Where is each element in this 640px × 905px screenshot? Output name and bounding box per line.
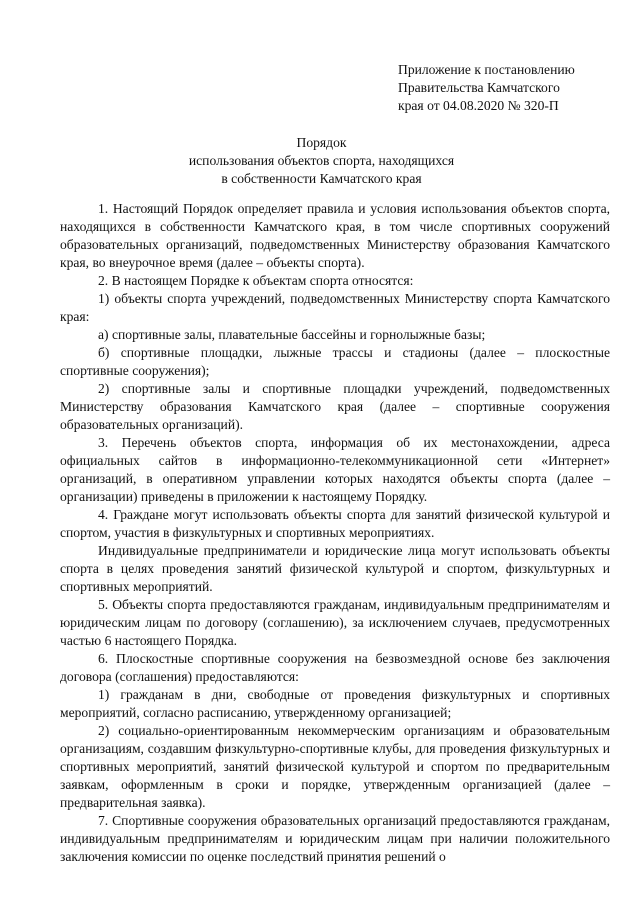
paragraph-1: 1. Настоящий Порядок определяет правила и условия использования объектов спорта, находящихся в собственности Камчатского края, в том числе спортивных сооружений образовательных организаций, подведомственных Министерству образования Камчатского края, во внеурочное время (далее – объекты спорта).	[60, 201, 610, 270]
paragraph-13: 2) социально-ориентированным некоммерческим организациям и образовательным организациям, создавшим физкультурно-спортивные клубы, для проведения физкультурных и спортивных мероприятий, занятий физической культурой и спортом по предварительным заявкам, оформленным в сроки и порядке, утвержденным организацией (далее – предварительная заявка).	[60, 723, 610, 810]
appendix-note	[398, 61, 618, 115]
appendix-line-2: Правительства Камчатского	[398, 80, 560, 95]
title-line-1: Порядок	[296, 135, 347, 150]
paragraph-5: б) спортивные площадки, лыжные трассы и стадионы (далее – плоскостные спортивные сооружения);	[60, 345, 610, 378]
paragraph-14: 7. Спортивные сооружения образовательных организаций предоставляются гражданам, индивидуальным предпринимателям и юридическим лицам при наличии положительного заключения комиссии по оценке последствий принятия решений о	[60, 813, 610, 864]
paragraph-10: 5. Объекты спорта предоставляются гражданам, индивидуальным предпринимателям и юридическим лицам по договору (соглашению), за исключением случаев, предусмотренных частью 6 настоящего Порядка.	[60, 597, 610, 648]
paragraph-12: 1) гражданам в дни, свободные от проведения физкультурных и спортивных мероприятий, согласно расписанию, утвержденному организацией;	[60, 687, 610, 720]
appendix-line-1: Приложение к постановлению	[398, 62, 575, 77]
document-body	[60, 200, 610, 866]
paragraph-7: 3. Перечень объектов спорта, информация об их местонахождении, адреса официальных сайтов в информационно-телекоммуникационной сети «Интернет» организаций, в оперативном управлении которых находятся объекты спорта (далее – организации) приведены в приложении к настоящему Порядку.	[60, 435, 610, 504]
appendix-line-3: края от 04.08.2020 № 320-П	[398, 98, 559, 113]
paragraph-2: 2. В настоящем Порядке к объектам спорта относятся:	[98, 273, 414, 288]
paragraph-6: 2) спортивные залы и спортивные площадки учреждений, подведомственных Министерству образования Камчатского края (далее – спортивные сооружения образовательных организаций).	[60, 381, 610, 432]
paragraph-9: Индивидуальные предприниматели и юридические лица могут использовать объекты спорта в целях проведения занятий физической культурой и спортом, физкультурных и спортивных мероприятий.	[60, 543, 610, 594]
title-line-2: использования объектов спорта, находящихся	[188, 153, 455, 168]
document-title	[40, 134, 603, 188]
paragraph-8: 4. Граждане могут использовать объекты спорта для занятий физической культурой и спортом, участия в физкультурных и спортивных мероприятиях.	[60, 507, 610, 540]
paragraph-4: а) спортивные залы, плавательные бассейны и горнолыжные базы;	[98, 327, 486, 342]
paragraph-11: 6. Плоскостные спортивные сооружения на безвозмездной основе без заключения договора (соглашения) предоставляются:	[60, 651, 610, 684]
paragraph-3: 1) объекты спорта учреждений, подведомственных Министерству спорта Камчатского края:	[60, 291, 610, 324]
title-line-3: в собственности Камчатского края	[221, 171, 422, 186]
